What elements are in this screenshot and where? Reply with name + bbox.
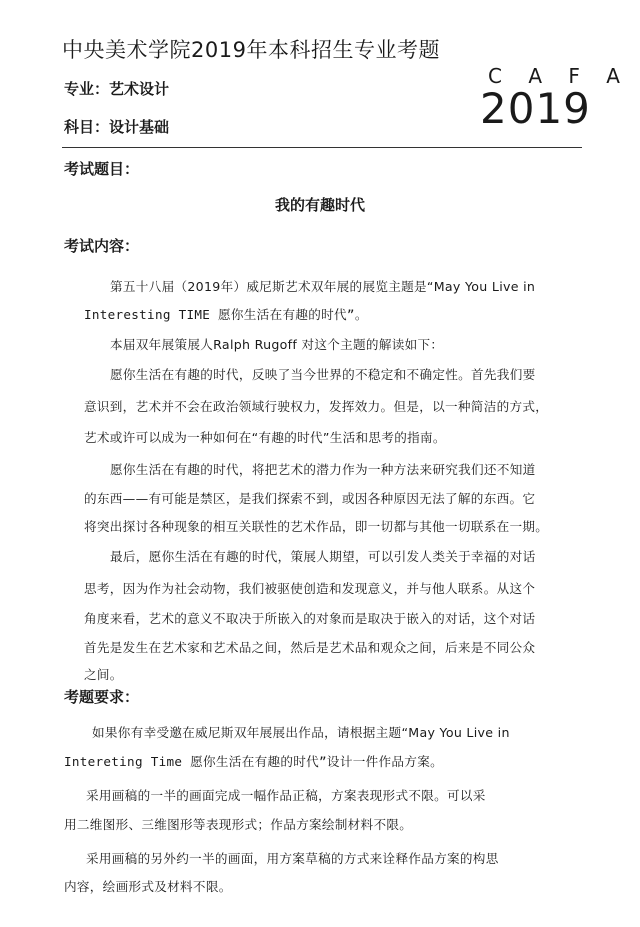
- content-line: 角度来看，艺术的意义不取决于所嵌入的对象而是取决于嵌入的对话，这个对话: [84, 611, 536, 626]
- header-divider: [62, 147, 582, 148]
- content-line: 本届双年展策展人Ralph Rugoff 对这个主题的解读如下：: [110, 337, 444, 352]
- content-line: 艺术或许可以成为一种如何在“有趣的时代”生活和思考的指南。: [84, 430, 446, 445]
- content-line: 愿你生活在有趣的时代，将把艺术的潜力作为一种方法来研究我们还不知道: [110, 462, 536, 477]
- requirement-line: 采用画稿的另外约一半的画面，用方案草稿的方式来诠释作品方案的构思: [86, 851, 499, 866]
- content-line: 首先是发生在艺术家和艺术品之间，然后是艺术品和观众之间，后来是不同公众: [84, 640, 536, 655]
- exam-topic-heading: 考试题目：: [64, 160, 140, 178]
- content-line: 的东西——有可能是禁区，是我们探索不到，或因各种原因无法了解的东西。它: [84, 491, 536, 506]
- content-line: 愿你生活在有趣的时代，反映了当今世界的不稳定和不确定性。首先我们要: [110, 367, 536, 382]
- content-line: 意识到，艺术并不会在政治领域行驶权力，发挥效力。但是，以一种简洁的方式，: [84, 399, 549, 414]
- requirement-line: 如果你有幸受邀在威尼斯双年展展出作品，请根据主题“May You Live in: [92, 725, 510, 740]
- requirement-line: Intereting Time 愿你生活在有趣的时代”设计一件作品方案。: [64, 754, 443, 769]
- requirements-heading: 考题要求：: [64, 688, 140, 706]
- content-line: 思考，因为作为社会动物，我们被驱使创造和发现意义，并与他人联系。从这个: [84, 581, 536, 596]
- requirement-line: 用二维图形、三维图形等表现形式；作品方案绘制材料不限。: [64, 817, 413, 832]
- content-line: Interesting TIME 愿你生活在有趣的时代”。: [84, 307, 368, 322]
- exam-content-heading: 考试内容：: [64, 237, 140, 255]
- exam-topic-title: 我的有趣时代: [274, 196, 365, 214]
- cafa-logo-letters: C A F A: [488, 64, 630, 88]
- requirement-line: 内容，绘画形式及材料不限。: [64, 879, 232, 894]
- subject-label: 科目：设计基础: [64, 118, 170, 136]
- cafa-logo-year: 2019: [480, 84, 591, 133]
- content-line: 将突出探讨各种现象的相互关联性的艺术作品，即一切都与其他一切联系在一期。: [84, 519, 549, 534]
- content-line: 最后，愿你生活在有趣的时代，策展人期望，可以引发人类关于幸福的对话: [110, 549, 536, 564]
- document-title: 中央美术学院2019年本科招生专业考题: [62, 38, 440, 62]
- major-label: 专业：艺术设计: [64, 80, 170, 98]
- content-line: 之间。: [84, 667, 123, 682]
- requirement-line: 采用画稿的一半的画面完成一幅作品正稿，方案表现形式不限。可以采: [86, 788, 486, 803]
- content-line: 第五十八届（2019年）威尼斯艺术双年展的展览主题是“May You Live in: [110, 279, 536, 294]
